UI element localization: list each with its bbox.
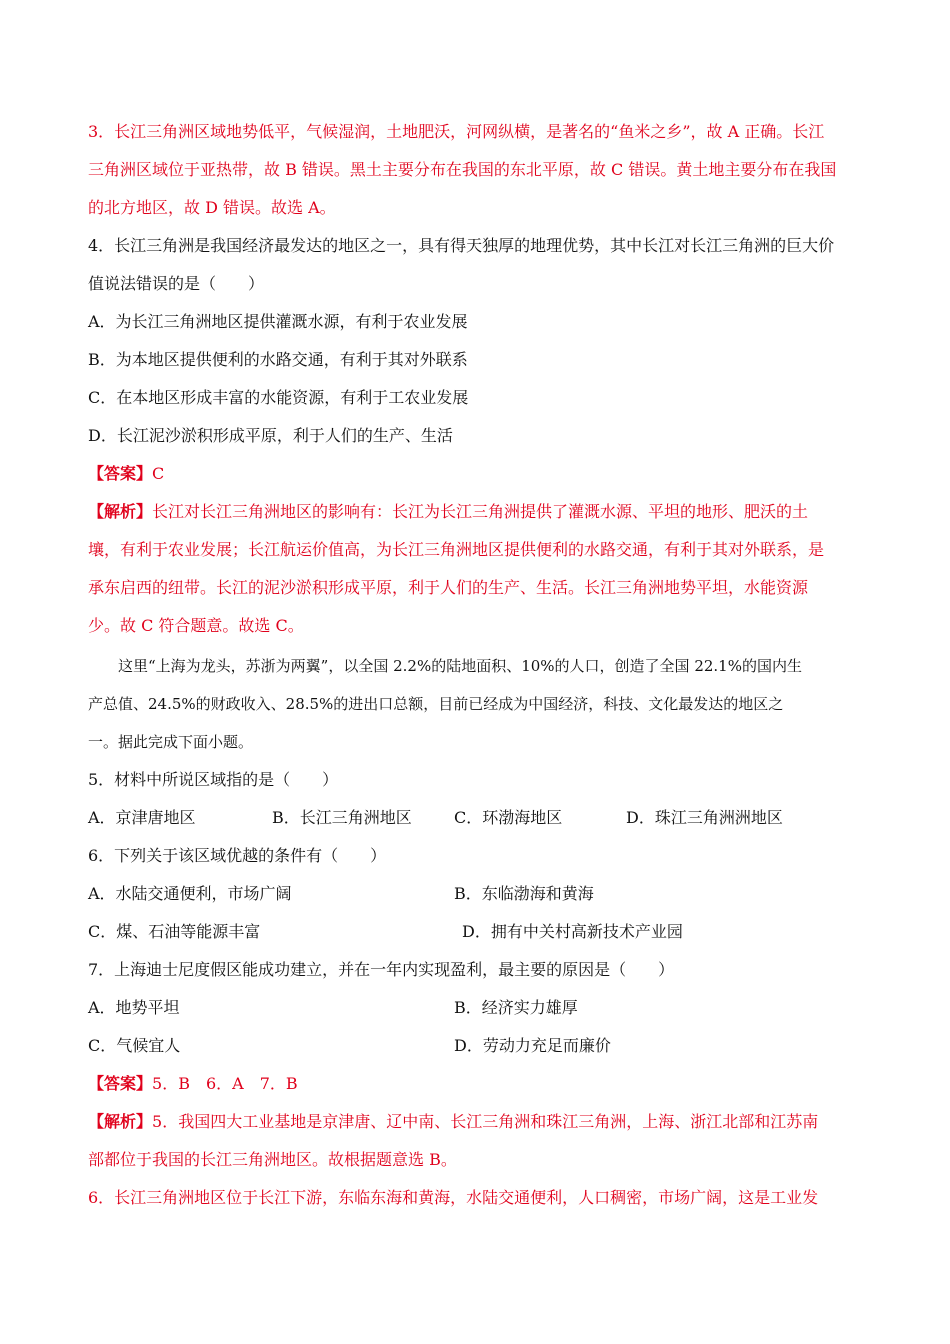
q4-analysis-line-2: 壤，有利于农业发展；长江航运价值高，为长江三角洲地区提供便利的水路交通，有利于其对外联系，是 xyxy=(88,540,825,559)
group-analysis-line-1 xyxy=(88,1112,818,1132)
q7-option-b: B．经济实力雄厚 xyxy=(454,998,578,1017)
q3-analysis-line-1: 3．长江三角洲区域地势低平，气候湿润，土地肥沃，河网纵横，是著名的“鱼米之乡”，故 A 正确。长江 xyxy=(88,122,825,141)
q5-option-d: D．珠江三角洲洲地区 xyxy=(626,808,783,827)
group-answer xyxy=(88,1074,298,1094)
analysis-label: 【解析】 xyxy=(88,502,153,521)
material-line-3: 一。据此完成下面小题。 xyxy=(88,733,254,751)
q5-option-b: B．长江三角洲地区 xyxy=(272,808,412,827)
q4-answer xyxy=(88,464,164,484)
q6-option-d: D．拥有中关村高新技术产业园 xyxy=(462,922,683,941)
q4-option-c: C．在本地区形成丰富的水能资源，有利于工农业发展 xyxy=(88,388,469,407)
q3-analysis-line-2: 三角洲区域位于亚热带，故 B 错误。黑土主要分布在我国的东北平原，故 C 错误。黄土地主要分布在我国 xyxy=(88,160,837,179)
group-analysis-line-2: 部都位于我国的长江三角洲地区。故根据题意选 B。 xyxy=(88,1150,457,1169)
q7-option-d: D．劳动力充足而廉价 xyxy=(454,1036,611,1055)
q6-option-a: A．水陆交通便利，市场广阔 xyxy=(88,884,292,903)
q4-analysis-line-4: 少。故 C 符合题意。故选 C。 xyxy=(88,616,304,635)
q6-option-b: B．东临渤海和黄海 xyxy=(454,884,594,903)
q4-stem-line-2: 值说法错误的是（ ） xyxy=(88,274,265,293)
q5-option-c: C．环渤海地区 xyxy=(454,808,563,827)
q5-option-a: A．京津唐地区 xyxy=(88,808,196,827)
q4-option-b: B．为本地区提供便利的水路交通，有利于其对外联系 xyxy=(88,350,468,369)
analysis-label: 【解析】 xyxy=(88,1112,153,1131)
material-line-2: 产总值、24.5%的财政收入、28.5%的进出口总额，目前已经成为中国经济，科技、文化最发达的地区之 xyxy=(88,695,784,713)
material-line-1: 这里“上海为龙头，苏浙为两翼”，以全国 2.2%的陆地面积、10%的人口，创造了全国 22.1%的国内生 xyxy=(118,657,802,675)
q4-stem-line-1: 4．长江三角洲是我国经济最发达的地区之一，具有得天独厚的地理优势，其中长江对长江三角洲的巨大价 xyxy=(88,236,835,255)
answer-value: C xyxy=(152,464,165,483)
q7-option-a: A．地势平坦 xyxy=(88,998,180,1017)
q6-stem: 6．下列关于该区域优越的条件有（ ） xyxy=(88,846,387,865)
q6-option-c: C．煤、石油等能源丰富 xyxy=(88,922,261,941)
q7-stem: 7．上海迪士尼度假区能成功建立，并在一年内实现盈利，最主要的原因是（ ） xyxy=(88,960,675,979)
group-analysis-line-3: 6．长江三角洲地区位于长江下游，东临东海和黄海，水陆交通便利，人口稠密，市场广阔，这是工业发 xyxy=(88,1188,819,1207)
q4-option-d: D．长江泥沙淤积形成平原，利于人们的生产、生活 xyxy=(88,426,453,445)
answer-label: 【答案】 xyxy=(88,1074,153,1093)
q4-analysis-line-3: 承东启西的纽带。长江的泥沙淤积形成平原，利于人们的生产、生活。长江三角洲地势平坦，水能资源 xyxy=(88,578,809,597)
q4-analysis-line-1 xyxy=(88,502,808,522)
analysis-text: 长江对长江三角洲地区的影响有：长江为长江三角洲提供了灌溉水源、平坦的地形、肥沃的土 xyxy=(152,502,809,521)
q5-stem: 5．材料中所说区域指的是（ ） xyxy=(88,770,339,789)
answer-label: 【答案】 xyxy=(88,464,153,483)
analysis-text: 5．我国四大工业基地是京津唐、辽中南、长江三角洲和珠江三角洲，上海、浙江北部和江苏南 xyxy=(152,1112,819,1131)
q3-analysis-line-3: 的北方地区，故 D 错误。故选 A。 xyxy=(88,198,336,217)
q4-option-a: A．为长江三角洲地区提供灌溉水源，有利于农业发展 xyxy=(88,312,468,331)
answer-value: 5．B 6．A 7．B xyxy=(152,1074,298,1093)
q7-option-c: C．气候宜人 xyxy=(88,1036,181,1055)
